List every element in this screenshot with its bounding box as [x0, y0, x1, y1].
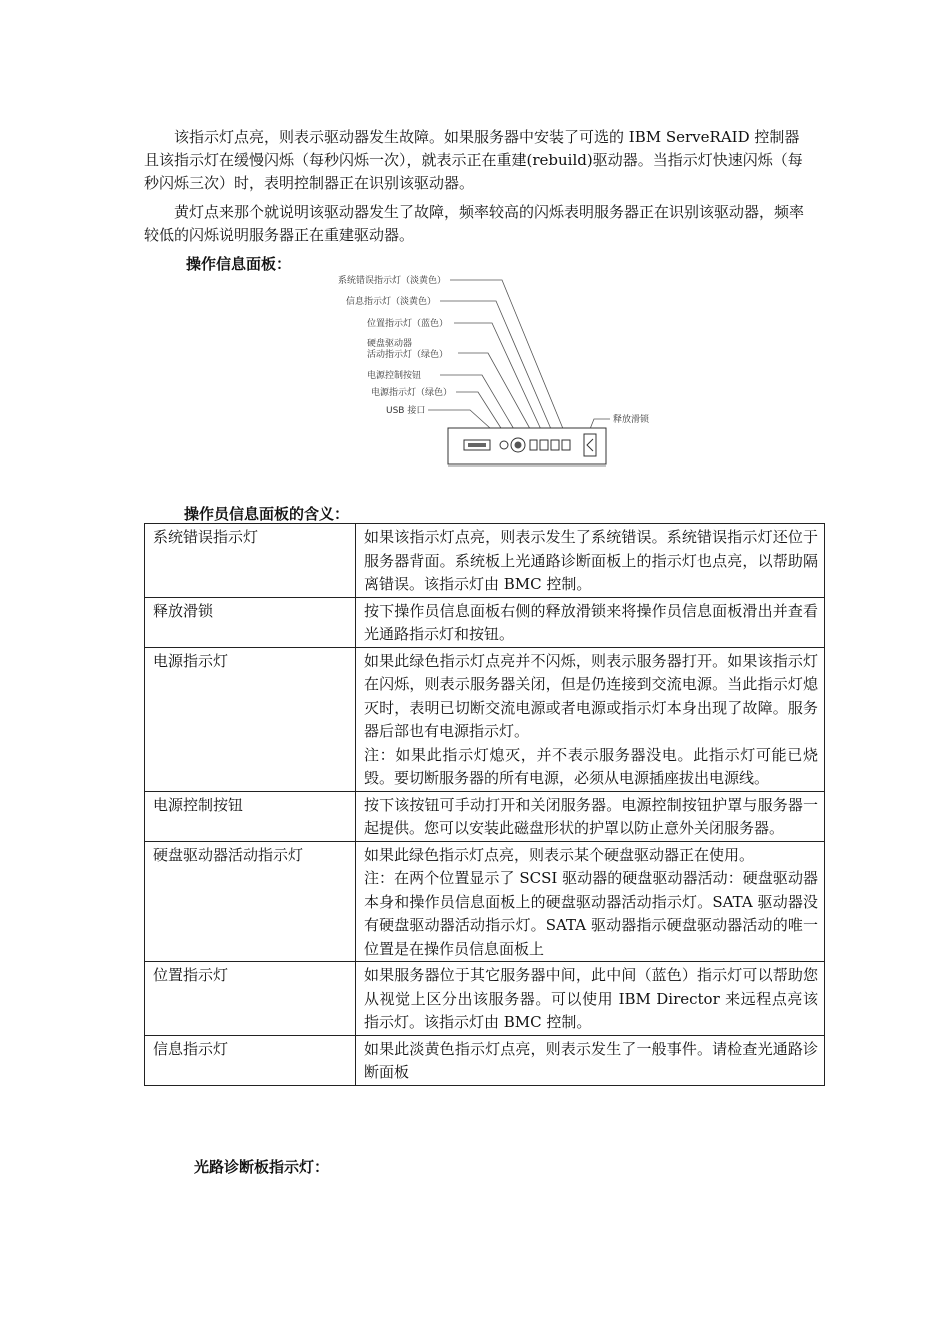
panel-body	[448, 428, 606, 466]
label-release-latch: 释放滑锁	[613, 415, 650, 425]
label-system-error: 系统错误指示灯（淡黄色）	[338, 276, 447, 286]
indicator-name: 电源控制按钮	[145, 791, 356, 841]
indicator-description	[356, 647, 825, 791]
indicator-description	[356, 841, 825, 962]
indicator-name: 电源指示灯	[145, 647, 356, 791]
indicator-description	[356, 962, 825, 1036]
label-locator: 位置指示灯（蓝色）	[367, 319, 449, 329]
table-row	[145, 647, 825, 791]
description-line: 注：在两个位置显示了 SCSI 驱动器的硬盘驱动器活动：硬盘驱动器本身和操作员信息面板上的硬盘驱动器活动指示灯。SATA 驱动器没有硬盘驱动器活动指示灯。SATA 驱动器指示硬盘驱动器活动的唯一位置是在操作员信息面板上	[364, 869, 818, 958]
power-led	[500, 441, 508, 449]
label-usb: USB 接口	[386, 406, 426, 416]
table-row	[145, 1035, 825, 1085]
indicator-name: 释放滑锁	[145, 597, 356, 647]
description-line: 注：如果此指示灯熄灭，并不表示服务器没电。此指示灯可能已烧毁。要切断服务器的所有电源，必须从电源插座拔出电源线。	[364, 745, 818, 787]
indicator-description	[356, 597, 825, 647]
indicator-name: 系统错误指示灯	[145, 524, 356, 598]
system-error-led	[562, 440, 570, 450]
indicator-description	[356, 791, 825, 841]
table-row	[145, 791, 825, 841]
meaning-heading: 操作员信息面板的含义：	[184, 505, 350, 523]
indicator-name: 硬盘驱动器活动指示灯	[145, 841, 356, 962]
table-row	[145, 524, 825, 598]
table-row	[145, 597, 825, 647]
locator-led	[540, 440, 548, 450]
indicator-name: 位置指示灯	[145, 962, 356, 1036]
description-line: 如果此淡黄色指示灯点亮，则表示发生了一般事件。请检查光通路诊断面板	[364, 1039, 818, 1081]
indicator-name: 信息指示灯	[145, 1035, 356, 1085]
label-power-button: 电源控制按钮	[367, 371, 422, 381]
description-line: 如果服务器位于其它服务器中间，此中间（蓝色）指示灯可以帮助您从视觉上区分出该服务器。可以使用 IBM Director 来远程点亮该指示灯。该指示灯由 BMC 控制。	[364, 966, 818, 1031]
label-power-led: 电源指示灯（绿色）	[371, 388, 453, 398]
indicator-description	[356, 524, 825, 598]
indicator-description	[356, 1035, 825, 1085]
description-line: 如果此绿色指示灯点亮并不闪烁，则表示服务器打开。如果该指示灯在闪烁，则表示服务器关闭，但是仍连接到交流电源。当此指示灯熄灭时，表明已切断交流电源或者电源或指示灯本身出现了故障。服务器后部也有电源指示灯。	[364, 651, 818, 740]
hdd-activity-led	[530, 440, 537, 450]
lightpath-heading: 光路诊断板指示灯：	[194, 1158, 330, 1176]
intro-paragraph-1: 该指示灯点亮，则表示驱动器发生故障。如果服务器中安装了可选的 IBM ServeRAID 控制器且该指示灯在缓慢闪烁（每秒闪烁一次），就表示正在重建(rebuild)驱动器。当指示灯快速闪烁（每秒闪烁三次）时，表明控制器正在识别该驱动器。	[144, 128, 803, 192]
info-led	[551, 440, 559, 450]
label-hdd-1: 硬盘驱动器	[367, 339, 413, 349]
description-line: 如果该指示灯点亮，则表示发生了系统错误。系统错误指示灯还位于服务器背面。系统板上光通路诊断面板上的指示灯也点亮，以帮助隔离错误。该指示灯由 BMC 控制。	[364, 528, 818, 593]
table-row	[145, 841, 825, 962]
label-hdd-2: 活动指示灯（绿色）	[367, 350, 449, 360]
leader-lines	[428, 280, 610, 436]
label-info: 信息指示灯（淡黄色）	[346, 297, 437, 307]
intro-paragraph-2: 黄灯点来那个就说明该驱动器发生了故障，频率较高的闪烁表明服务器正在识别该驱动器，频率较低的闪烁说明服务器正在重建驱动器。	[144, 203, 805, 244]
description-line: 如果此绿色指示灯点亮，则表示某个硬盘驱动器正在使用。	[364, 845, 755, 864]
operator-panel-meaning-table	[144, 523, 825, 1086]
description-line: 按下该按钮可手动打开和关闭服务器。电源控制按钮护罩与服务器一起提供。您可以安装此磁盘形状的护罩以防止意外关闭服务器。	[364, 795, 818, 837]
release-latch	[584, 434, 596, 456]
operator-panel-diagram	[330, 268, 670, 472]
panel-heading: 操作信息面板：	[186, 255, 292, 273]
table-row	[145, 962, 825, 1036]
description-line: 按下操作员信息面板右侧的释放滑锁来将操作员信息面板滑出并查看光通路指示灯和按钮。	[364, 601, 818, 643]
